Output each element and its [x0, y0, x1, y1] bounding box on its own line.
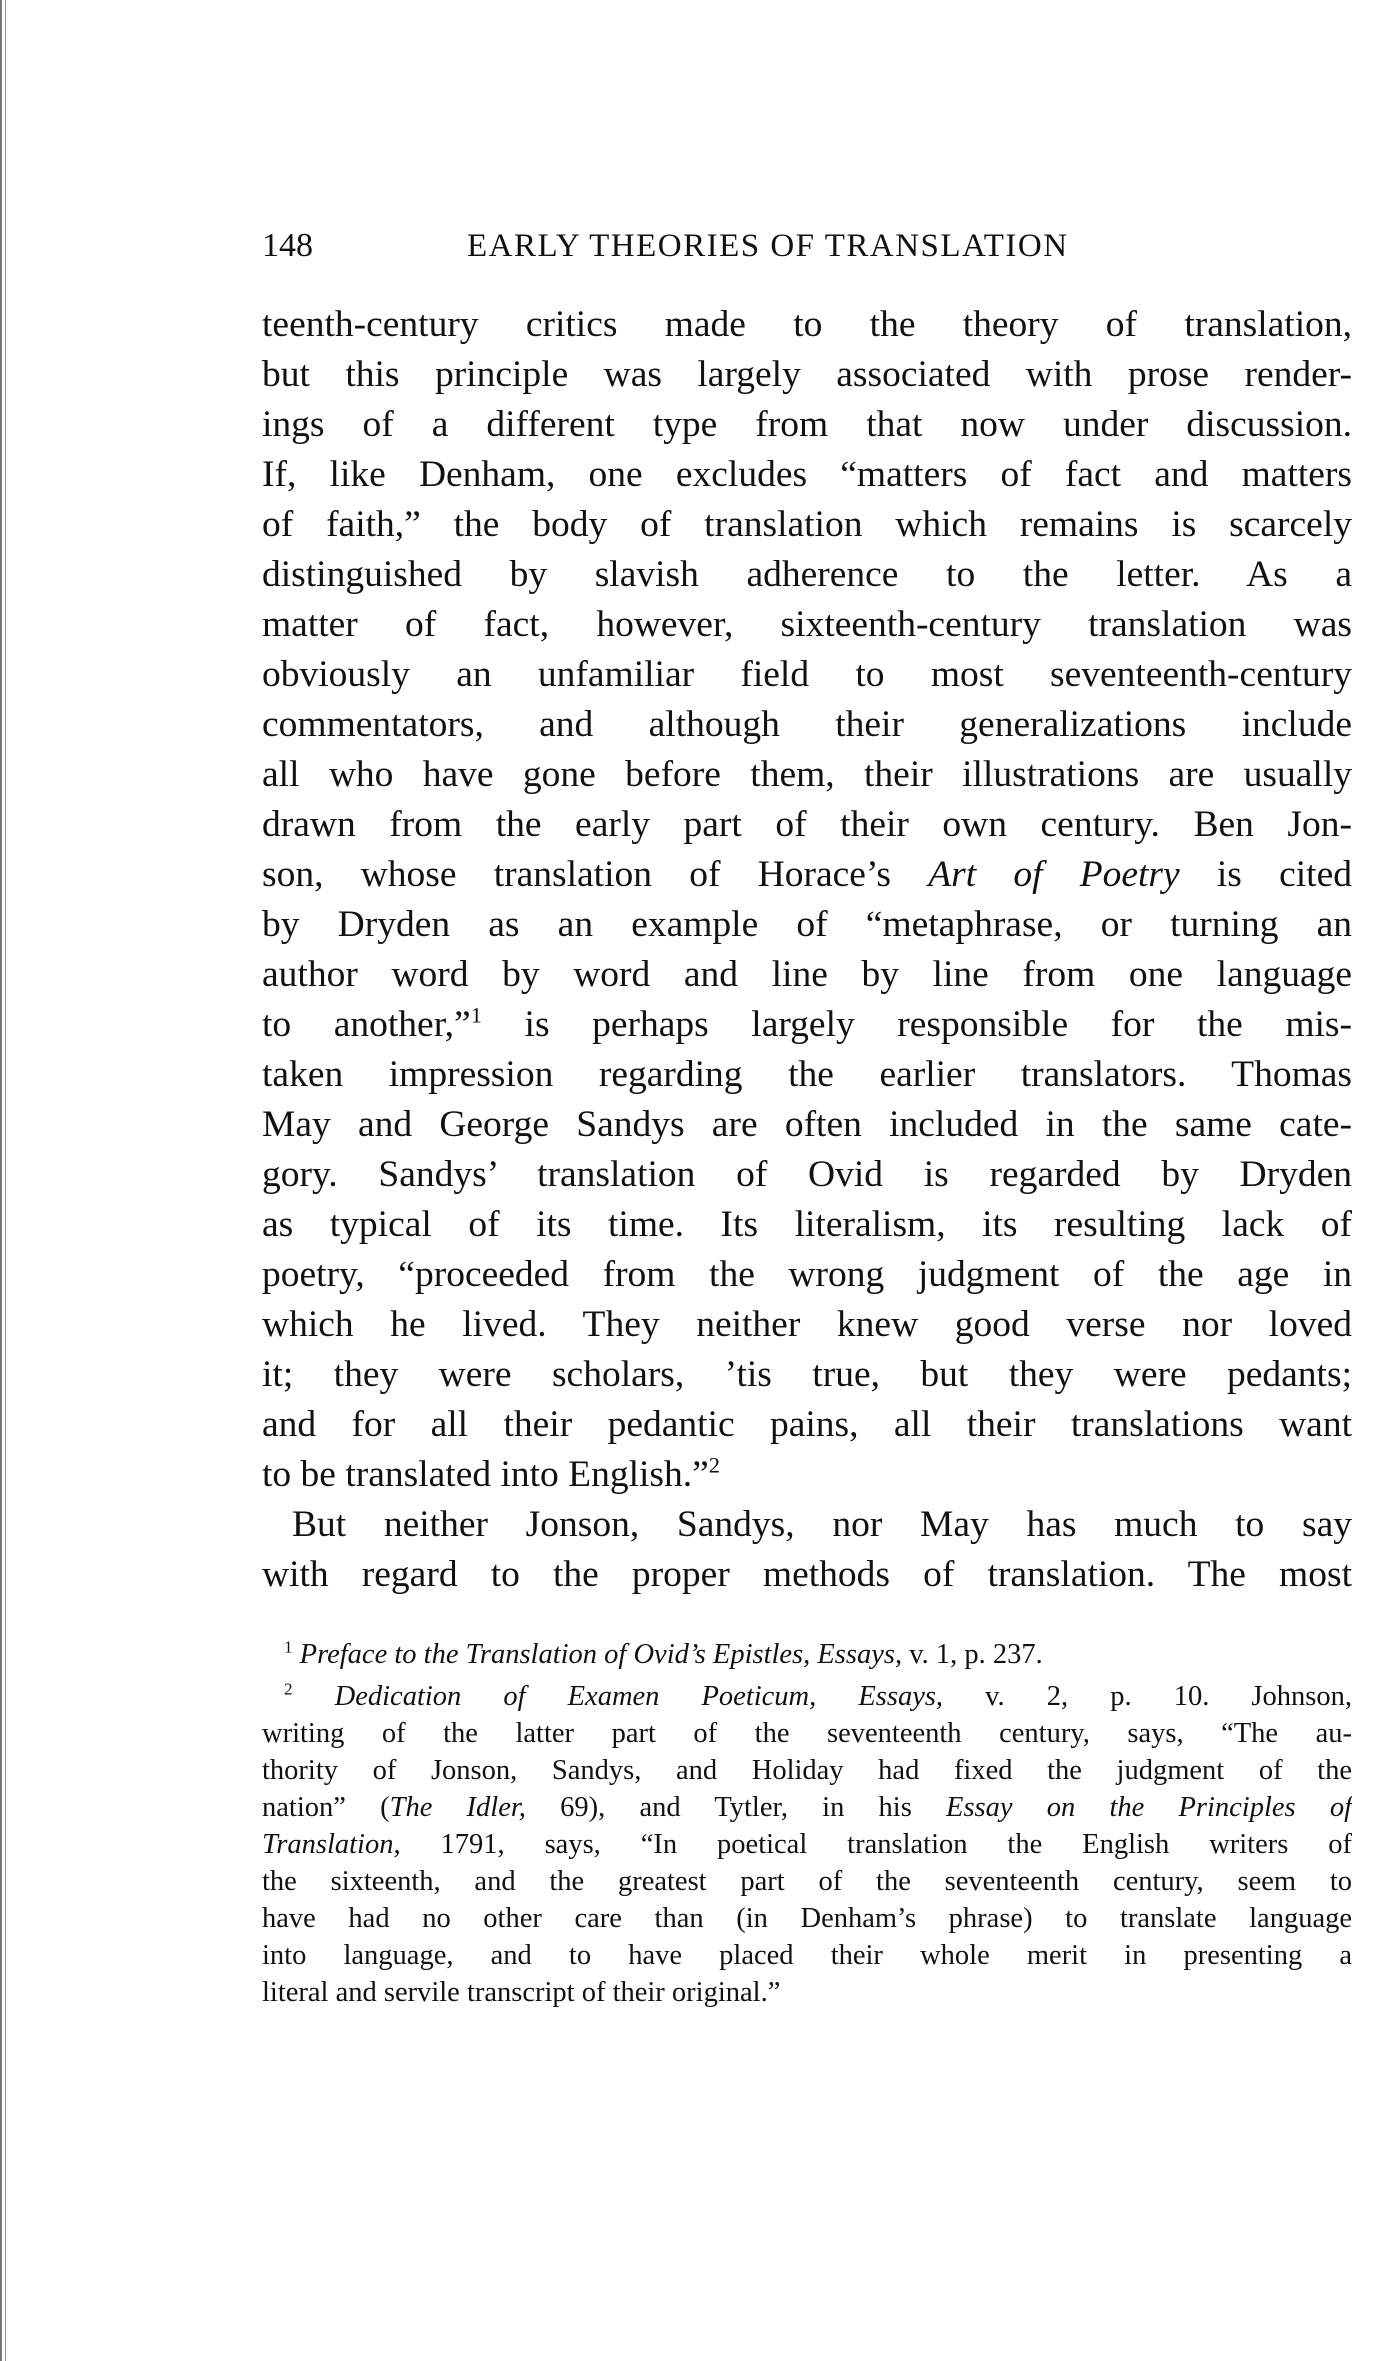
citation-essay-title: Essay on the Principles of — [946, 1792, 1352, 1823]
text-line — [262, 850, 1352, 900]
page-number: 148 — [262, 227, 313, 264]
citation-essay-title-cont: Translation, — [262, 1829, 401, 1860]
text-line: by Dryden as an example of “metaphrase, or turning an — [262, 904, 1352, 945]
page-edge-scan-lines — [0, 0, 12, 2361]
text-line: taken impression regarding the earlier translators. Thomas — [262, 1054, 1352, 1095]
footnote-line: the sixteenth, and the greatest part of the seventeenth century, seem to — [262, 1866, 1352, 1897]
text-segment: is cited — [1216, 854, 1352, 895]
text-line: with regard to the proper methods of translation. The most — [262, 1554, 1352, 1595]
running-header — [262, 222, 1352, 270]
text-line: it; they were scholars, ’tis true, but they were pedants; — [262, 1354, 1352, 1395]
running-title: EARLY THEORIES OF TRANSLATION — [467, 228, 1069, 264]
text-line: If, like Denham, one excludes “matters of fact and matters — [262, 454, 1352, 495]
text-line: author word by word and line by line from one language — [262, 954, 1352, 995]
footnote-line: into language, and to have placed their whole merit in presenting a — [262, 1940, 1352, 1971]
text-line: teenth-century critics made to the theory of translation, — [262, 304, 1352, 345]
footnote-ref-2: 2 — [708, 1452, 721, 1478]
text-line: May and George Sandys are often included in the same cate- — [262, 1104, 1352, 1145]
book-title-art-of-poetry: Art of Poetry — [928, 854, 1180, 895]
footnotes — [262, 1632, 1352, 2011]
text-segment: 1791, says, “In poetical translation the English writers of — [440, 1829, 1352, 1860]
text-line: matter of fact, however, sixteenth-century translation was — [262, 604, 1352, 645]
paragraph-1 — [262, 300, 1352, 1500]
text-segment: son, whose translation of Horace’s — [262, 854, 891, 895]
footnote-ref-1: 1 — [470, 1002, 482, 1028]
text-line: drawn from the early part of their own century. Ben Jon- — [262, 804, 1352, 845]
text-segment: 69), and Tytler, in his — [560, 1792, 912, 1823]
footnote-2 — [262, 1678, 1352, 1715]
footnote-line: writing of the latter part of the seventeenth century, says, “The au- — [262, 1718, 1352, 1749]
footnote-line: have had no other care than (in Denham’s phrase) to translate language — [262, 1903, 1352, 1934]
text-line: commentators, and although their generalizations include — [262, 704, 1352, 745]
footnote-2-title: Dedication of Examen Poeticum, Essays, — [334, 1681, 944, 1712]
text-line: all who have gone before them, their illustrations are usually — [262, 754, 1352, 795]
footnote-2-text: v. 2, p. 10. Johnson, — [985, 1681, 1352, 1712]
text-segment: is perhaps largely responsible for the mis- — [524, 1004, 1352, 1045]
footnote-marker-2: 2 — [284, 1679, 293, 1699]
text-line: ings of a different type from that now under discussion. — [262, 404, 1352, 445]
text-segment: to be translated into English.” — [262, 1454, 709, 1495]
paragraph-2 — [262, 1500, 1352, 1600]
text-line: which he lived. They neither knew good verse nor loved — [262, 1304, 1352, 1345]
text-line: But neither Jonson, Sandys, nor May has much to say — [292, 1504, 1352, 1545]
text-line: gory. Sandys’ translation of Ovid is regarded by Dryden — [262, 1154, 1352, 1195]
footnote-1-title: Preface to the Translation of Ovid’s Epistles, Essays, — [299, 1639, 903, 1670]
footnote-1-text: v. 1, p. 237. — [909, 1639, 1043, 1670]
footnote-line: thority of Jonson, Sandys, and Holiday had fixed the judgment of the — [262, 1755, 1352, 1786]
footnote-marker-1: 1 — [284, 1637, 293, 1657]
text-line: and for all their pedantic pains, all their translations want — [262, 1404, 1352, 1445]
footnote-line — [262, 1789, 1352, 1826]
text-segment: to another,” — [262, 1004, 471, 1045]
text-line: poetry, “proceeded from the wrong judgment of the age in — [262, 1254, 1352, 1295]
text-line: but this principle was largely associated with prose render- — [262, 354, 1352, 395]
text-line: distinguished by slavish adherence to the letter. As a — [262, 554, 1352, 595]
text-line: obviously an unfamiliar field to most seventeenth-century — [262, 654, 1352, 695]
citation-the-idler: The Idler, — [389, 1792, 526, 1823]
text-line: as typical of its time. Its literalism, its resulting lack of — [262, 1204, 1352, 1245]
footnote-1 — [262, 1632, 1352, 1678]
text-line: of faith,” the body of translation which remains is scarcely — [262, 504, 1352, 545]
text-line — [262, 1450, 1352, 1500]
body-text — [262, 300, 1352, 1600]
text-segment: nation” ( — [262, 1792, 390, 1823]
text-line — [262, 1000, 1352, 1050]
footnote-line — [262, 1826, 1352, 1863]
footnote-line: literal and servile transcript of their original.” — [262, 1977, 781, 2008]
